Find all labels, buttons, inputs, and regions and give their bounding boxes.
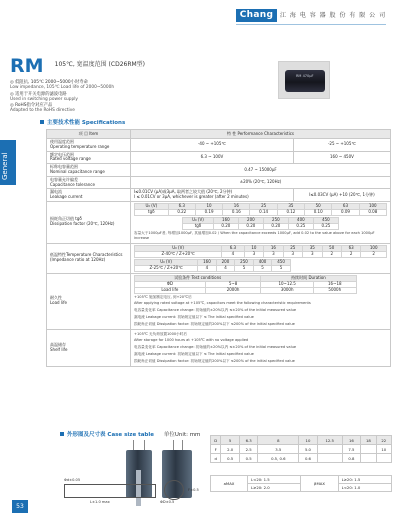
dimension-cell: F: [211, 445, 221, 454]
leakage-val1: I≤0.01CV (μA)或3μA, 取两者之较大值 (20℃, 2分钟) I ≤ 0.01CV or 3μA, whichever is greater (after 2 minutes): [131, 189, 294, 202]
tan-low-cell: 25: [250, 203, 277, 209]
square-bullet-icon: [60, 432, 64, 436]
load-life-col1: 试验条件 Test conditions: [135, 275, 261, 281]
header-characteristics: 特 性 Performance Characteristics: [131, 130, 391, 139]
tan-high-cell: 0.25: [313, 223, 338, 229]
temp-char-low-row-label: Z-40℃ / Z+20℃: [135, 251, 222, 257]
item-temp: 使用温度范围 Operating temperature range: [47, 139, 131, 152]
shelf-life-line-1: +105℃ 无负荷放置1000小时后: [134, 331, 187, 336]
tan-low-cell: 0.08: [359, 209, 386, 215]
temp-char-low-cell: 2: [361, 251, 387, 257]
dimension-cell: d: [211, 454, 221, 463]
dimension-cell: 10: [299, 436, 318, 445]
temp-char-low-row-label: U₀ (V): [135, 245, 222, 251]
temp-char-high-cell: 200: [216, 259, 235, 265]
row-tan: [47, 201, 391, 243]
load-life-h-3: 5000h: [313, 287, 356, 293]
dimension-cell: 2.0: [221, 445, 240, 454]
item-shelf-life: 高温储存 Shelf life: [47, 329, 131, 366]
lmax-val-3: L≥20: 1.5: [338, 476, 391, 484]
temp-char-low-cell: 3: [283, 251, 302, 257]
temp-char-low-cell: 25: [283, 245, 302, 251]
section-title-spec: [40, 118, 125, 126]
dimension-cell: [361, 445, 376, 454]
drawing-label-f: F±0.5: [188, 488, 199, 492]
item-cap-range: 标称电容量范围 Nominal capacitance range: [47, 164, 131, 177]
row-leakage: [47, 189, 391, 202]
dimension-cell: 10: [376, 445, 391, 454]
load-life-line-5: 损耗角正切值 Dissipation factor: 初始规定值的200%以下 ≤200% of the initial specified value: [134, 321, 295, 326]
tan-low-cell: 0.19: [195, 209, 222, 215]
item-tan: 损耗角正切值 tgδ Dissipation factor (20℃, 120Hz): [47, 201, 131, 243]
temp-char-low-cell: 35: [303, 245, 322, 251]
tan-table-low: [134, 203, 387, 216]
brand-logo: Chang: [236, 9, 277, 22]
temp-val2: -25 ~ +105℃: [293, 139, 390, 152]
brand-name: 江 海 电 容 器 股 份 有 限 公 司: [280, 12, 387, 19]
series-description: 105℃, 宽温度范围 (CD26RM型): [54, 61, 146, 68]
temp-char-low-cell: 10: [244, 245, 263, 251]
tan-low-cell: 100: [359, 203, 386, 209]
tan-values: [131, 201, 391, 243]
tan-low-cell: 0.12: [277, 209, 304, 215]
shelf-life-line-2: After storage for 1000 hours at +105℃ with no voltage applied: [134, 338, 249, 343]
dimension-cell: 3.5: [258, 445, 299, 454]
tan-low-cell: 35: [277, 203, 304, 209]
dimension-cell: 7.5: [342, 445, 361, 454]
dimension-row: [211, 454, 392, 463]
temp-char-low-cell: 100: [361, 245, 387, 251]
temp-char-low-cell: 3: [244, 251, 263, 257]
capacitor-image: [285, 70, 325, 92]
product-photo: [278, 61, 330, 99]
tan-high-cell: 200: [238, 217, 263, 223]
temp-char-high-cell: 400: [253, 259, 272, 265]
tan-low-cell: 50: [305, 203, 332, 209]
temp-char-high-cell: 450: [272, 259, 291, 265]
tan-low-cell: 0.22: [168, 209, 195, 215]
tan-high-cell: 450: [313, 217, 338, 223]
item-voltage: 额定电压范围 Rated voltage range: [47, 151, 131, 164]
temp-char-high-row-label: Z-25℃ / Z+20℃: [135, 265, 198, 271]
lmax-val-4: L<20: 1.0: [338, 484, 391, 492]
tan-high-row-label: tgδ: [183, 223, 214, 229]
tolerance-val: ±20% (20℃, 120Hz): [131, 176, 391, 189]
temp-char-low-cell: 16: [264, 245, 283, 251]
dimension-cell: 12.5: [317, 436, 342, 445]
tan-high-cell: 0.25: [288, 223, 313, 229]
dimension-cell: [317, 454, 342, 463]
tan-high-cell: 0.20: [238, 223, 263, 229]
load-life-h-1: 2000h: [205, 287, 261, 293]
temp-char-high-cell: 4: [198, 265, 217, 271]
load-life-label: Load life: [135, 287, 206, 293]
row-shelf-life: [47, 329, 391, 366]
temp-char-table-high: [134, 259, 291, 272]
temp-val1: -40 ~ +105℃: [131, 139, 294, 152]
temp-char-low-row: [135, 251, 387, 257]
lmax-val-1: L<20: 1.5: [248, 476, 301, 484]
tan-low-row-label: U₀ (V): [135, 203, 169, 209]
load-life-values: [131, 273, 391, 329]
row-voltage: [47, 151, 391, 164]
load-life-table: [134, 275, 357, 294]
item-load-life: 耐久性 Load life: [47, 273, 131, 329]
dimension-cell: D: [211, 436, 221, 445]
load-life-line-3: 电容量变化率 Capacitance change: 初始值的±20%以内 ≤±20% of the initial measured value: [134, 308, 297, 313]
lmax-table: [210, 475, 392, 492]
temp-char-values: [131, 243, 391, 273]
tan-high-cell: 0.20: [263, 223, 288, 229]
side-tab: [0, 140, 16, 185]
tan-low-cell: 0.16: [223, 209, 250, 215]
series-code: RM: [10, 55, 44, 77]
section-title-spec-text: 主要技术性能 Specifications: [47, 120, 126, 126]
tan-note: 容量大于1000μF者, 每增加1000μF, 其值增加0.02 / When the capacitance exceeds 1000μF, add 0.02 to the value above for each 1000μF increase: [134, 230, 375, 240]
dimension-row: [211, 436, 392, 445]
dimension-cell: 2.5: [239, 445, 258, 454]
load-life-line-4: 漏电流 Leakage current: 初始规定值以下 ≤ The initial specified value: [134, 314, 254, 319]
temp-char-low-cell: 3: [303, 251, 322, 257]
dimension-cell: 0.5: [221, 454, 240, 463]
item-temp-char: 低温特性Temperature Characteristics (Impedance ratio at 120Hz): [47, 243, 131, 273]
feature-2-en: Used in switching power supply: [10, 96, 78, 102]
temp-char-high-cell: 5: [235, 265, 254, 271]
tan-low-cell: 16: [223, 203, 250, 209]
temp-char-high-row: [135, 265, 291, 271]
drawing-end-view: [164, 480, 184, 500]
dimension-cell: 5.0: [299, 445, 318, 454]
drawing-label-lead: Φd±0.05: [64, 478, 81, 482]
drawing-label-d: ΦD±0.5: [160, 500, 175, 504]
row-load-life: [47, 273, 391, 329]
dimension-cell: 8: [258, 436, 299, 445]
dimension-cell: 16: [342, 436, 361, 445]
feature-1-en: Low impedance, 105℃ Load life of 2000~5000h: [10, 85, 115, 91]
shelf-life-line-5: 损耗角正切值 Dissipation factor: 初始规定值的200%以下 ≤200% of the initial specified value: [134, 358, 295, 363]
load-life-line-2: After applying rated voltage at +105℃, capacitors meet the following characteristic requirements: [134, 301, 311, 306]
shelf-life-line-4: 漏电流 Leakage current: 初始规定值以下 ≤ The initial specified value: [134, 351, 254, 356]
tan-low-cell: 10: [195, 203, 222, 209]
temp-char-table-low: [134, 245, 387, 258]
header-rule: [236, 24, 386, 25]
drawing-body-outline: [64, 484, 156, 498]
dimension-drawing: [60, 478, 205, 506]
load-life-d-2: 10~12.5: [261, 281, 314, 287]
dimension-cell: 6.3: [239, 436, 258, 445]
tan-low-row-label: tgδ: [135, 209, 169, 215]
load-life-h-2: 3000h: [261, 287, 314, 293]
section-title-dim-text: 外形图及尺寸表 Case size table: [67, 432, 154, 438]
temp-char-low-cell: 50: [322, 245, 341, 251]
temp-char-high-cell: 160: [198, 259, 217, 265]
item-leakage: 漏电流 Leakage current: [47, 189, 131, 202]
tan-low-cell: 0.09: [332, 209, 359, 215]
cap-range-val: 0.47 ~ 15000μF: [131, 164, 391, 177]
load-life-d-1: 5~8: [205, 281, 261, 287]
dimension-cell: 22: [376, 436, 391, 445]
feature-3-cn: ◎ RoHS指令对应产品: [10, 103, 53, 109]
spec-header: [47, 130, 391, 139]
item-tolerance: 电容量允许偏差 Capacitance tolerance: [47, 176, 131, 189]
capacitor-label: RM 470μF: [296, 74, 314, 78]
dim-unit: 单位Unit: mm: [163, 432, 201, 438]
tan-low-cell: 6.3: [168, 203, 195, 209]
temp-char-low-cell: 2: [341, 251, 360, 257]
temp-char-low-cell: 4: [222, 251, 245, 257]
tan-low-cell: 0.10: [305, 209, 332, 215]
dimension-cell: 0.5, 0.6: [258, 454, 299, 463]
shelf-life-values: [131, 329, 391, 366]
voltage-val2: 160 ~ 450V: [293, 151, 390, 164]
lmax-label-b: βMAX: [301, 476, 338, 492]
load-life-col2: 持续时间 Duration: [261, 275, 356, 281]
dimension-cell: 0.6: [299, 454, 318, 463]
dimension-table: [210, 435, 392, 463]
tan-table-high: [182, 217, 339, 230]
temp-char-low-cell: 6.3: [222, 245, 245, 251]
tan-high-cell: 400: [288, 217, 313, 223]
load-life-d-3: 16~18: [313, 281, 356, 287]
dimension-cell: 18: [361, 436, 376, 445]
dimension-cell: [361, 454, 376, 463]
temp-char-high-cell: 250: [235, 259, 254, 265]
tan-low-row: [135, 209, 387, 215]
dimension-cell: [376, 454, 391, 463]
header-item: 项 目 Item: [47, 130, 131, 139]
spec-table: [46, 129, 391, 367]
temp-char-high-cell: 4: [216, 265, 235, 271]
temp-char-low-cell: 3: [264, 251, 283, 257]
tan-high-row: [183, 223, 339, 229]
load-life-d-label: ΦD: [135, 281, 206, 287]
series-block: [10, 55, 220, 115]
drawing-label-l: L±1.0 max: [90, 500, 110, 504]
page-number: 53: [12, 500, 28, 513]
load-life-line-1: +105℃ 施加额定电压, 到+20℃后: [134, 294, 192, 299]
feature-list: [10, 80, 220, 114]
square-bullet-icon: [40, 120, 44, 124]
temp-char-high-cell: 5: [272, 265, 291, 271]
row-temp-char: [47, 243, 391, 273]
feature-2-cn: ◎ 适用于开关电源的滤波电路: [10, 91, 67, 97]
tan-low-cell: 63: [332, 203, 359, 209]
voltage-val1: 6.3 ~ 100V: [131, 151, 294, 164]
shelf-life-line-3: 电容量变化率 Capacitance change: 初始值的±20%以内 ≤±20% of the initial measured value: [134, 345, 297, 350]
dimension-cell: [317, 445, 342, 454]
tan-high-cell: 160: [213, 217, 238, 223]
dimension-cell: 0.5: [239, 454, 258, 463]
row-tolerance: [47, 176, 391, 189]
dimension-row: [211, 445, 392, 454]
dimension-cell: 0.8: [342, 454, 361, 463]
temp-char-high-row-label: U₀ (V): [135, 259, 198, 265]
side-tab-label: General: [1, 152, 9, 180]
temp-char-low-cell: 63: [341, 245, 360, 251]
dimension-cell: 5: [221, 436, 240, 445]
section-title-dim: [60, 430, 200, 438]
temp-char-high-cell: 5: [253, 265, 272, 271]
lmax-label-a: aMAX: [211, 476, 248, 492]
tan-high-row-label: U₀ (V): [183, 217, 214, 223]
row-temp: [47, 139, 391, 152]
tan-high-cell: 250: [263, 217, 288, 223]
lmax-val-2: L≥20: 2.0: [248, 484, 301, 492]
tan-low-cell: 0.14: [250, 209, 277, 215]
feature-3-en: Adapted to the RoHS directive: [10, 108, 75, 114]
feature-1-cn: ◎ 低阻抗, 105℃ 2000~5000小时寿命: [10, 80, 88, 85]
tan-high-cell: 0.20: [213, 223, 238, 229]
temp-char-low-cell: 2: [322, 251, 341, 257]
row-cap-range: [47, 164, 391, 177]
leakage-val2: I≤0.03CV (μA) +10 (20℃, 1分钟): [293, 189, 390, 202]
